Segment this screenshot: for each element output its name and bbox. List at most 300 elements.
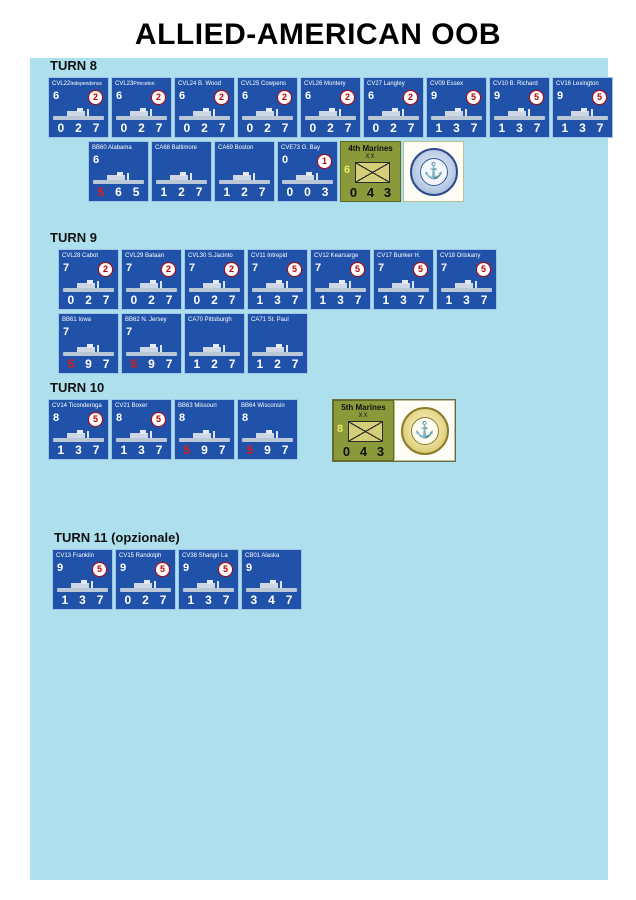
counter-values	[490, 121, 549, 135]
counter-row	[48, 77, 615, 138]
ship-silhouette-icon	[154, 170, 209, 186]
ship-silhouette-icon	[177, 106, 232, 122]
counter-value: 2	[142, 593, 149, 607]
ship-counter[interactable]	[184, 313, 245, 374]
marine-values	[334, 444, 393, 459]
counter-attack-value: 8	[116, 412, 123, 424]
ship-silhouette-icon	[366, 106, 421, 122]
ship-counter[interactable]	[247, 313, 308, 374]
counter-value: 3	[75, 443, 82, 457]
counter-attack-value: 6	[93, 154, 100, 166]
counter-values	[112, 121, 171, 135]
counter-air-value: 2	[214, 90, 229, 105]
counter-value: 7	[291, 357, 299, 371]
counter-values	[248, 293, 307, 307]
counter-value: 2	[178, 185, 185, 199]
counter-value: 0	[130, 293, 138, 307]
counter-value: 7	[281, 121, 289, 135]
counter-name: CV16 Lexington	[556, 81, 599, 87]
counter-attack-value: 6	[305, 90, 312, 102]
counter-attack-value: 9	[183, 562, 190, 574]
counter-air-value: 2	[277, 90, 292, 105]
counter-value: 1	[61, 593, 69, 607]
counter-attack-value: 9	[431, 90, 438, 102]
counter-value: 1	[193, 357, 201, 371]
ship-silhouette-icon	[91, 170, 146, 186]
turn-block-4	[52, 530, 304, 610]
counter-value: 9	[85, 357, 92, 371]
counter-value: 2	[201, 121, 208, 135]
ship-silhouette-icon	[250, 342, 305, 358]
counter-value: 7	[92, 443, 100, 457]
oob-board	[30, 58, 608, 880]
counter-name: CV11 Intrepid	[251, 253, 288, 259]
counter-value: 3	[205, 593, 212, 607]
counter-name: CV27 Langley	[367, 81, 405, 87]
counter-name: CVL29 Bataan	[125, 253, 165, 259]
counter-attack-value: 8	[53, 412, 60, 424]
counter-name: BB62 N. Jersey	[125, 317, 167, 323]
counter-air-value: 5	[88, 412, 103, 427]
ship-silhouette-icon	[280, 170, 335, 186]
counter-name: CVL26 Montery	[304, 81, 346, 87]
ship-counter[interactable]	[48, 399, 109, 460]
counter-value: 5	[97, 185, 105, 199]
marine-left-value: 6	[344, 164, 351, 176]
ship-counter[interactable]	[111, 77, 172, 138]
ship-silhouette-icon	[240, 106, 295, 122]
counter-values	[112, 443, 171, 457]
counter-name: CVL24 B. Wood	[178, 81, 221, 87]
counter-value: 7	[533, 121, 541, 135]
nato-infantry-icon	[355, 162, 390, 183]
counter-value: 0	[286, 185, 294, 199]
counter-value: 0	[246, 121, 254, 135]
marine-counter[interactable]	[340, 141, 401, 202]
counter-attack-value: 9	[57, 562, 64, 574]
counter-attack-value: 9	[246, 562, 253, 574]
ship-silhouette-icon	[439, 278, 494, 294]
counter-name: CVL30 S.Jacinto	[188, 253, 233, 259]
counter-name: CV21 Boxer	[115, 403, 148, 409]
marine-value: 4	[359, 444, 368, 459]
counter-value: 5	[132, 185, 140, 199]
ship-counter[interactable]	[363, 77, 424, 138]
counter-value: 3	[337, 293, 344, 307]
counter-values	[49, 443, 108, 457]
counter-values	[215, 185, 274, 199]
ship-counter[interactable]	[111, 399, 172, 460]
ship-counter[interactable]	[552, 77, 613, 138]
counter-name: CVE73 G. Bay	[281, 145, 321, 151]
counter-value: 5	[130, 357, 138, 371]
counter-row	[88, 141, 615, 202]
ship-counter[interactable]	[48, 77, 109, 138]
counter-value: 9	[148, 357, 155, 371]
ship-silhouette-icon	[124, 278, 179, 294]
counter-value: 7	[291, 293, 299, 307]
turn-block-2	[48, 230, 499, 374]
counter-air-value: 5	[413, 262, 428, 277]
counter-values	[374, 293, 433, 307]
counter-values	[116, 593, 175, 607]
counter-name: CB01 Alaska	[245, 553, 280, 559]
counter-value: 2	[85, 293, 92, 307]
counter-attack-value: 6	[53, 90, 60, 102]
ship-counter[interactable]	[489, 77, 550, 138]
counter-value: 0	[193, 293, 201, 307]
counter-attack-value: 7	[126, 262, 133, 274]
ship-counter[interactable]	[58, 313, 119, 374]
counter-row	[52, 549, 304, 610]
counter-name: CV13 Franklin	[56, 553, 95, 559]
counter-value: 3	[516, 121, 523, 135]
ship-counter[interactable]	[247, 249, 308, 310]
counter-values	[122, 293, 181, 307]
ship-counter[interactable]	[174, 77, 235, 138]
counter-attack-value: 6	[368, 90, 375, 102]
ship-silhouette-icon	[114, 106, 169, 122]
counter-air-value: 5	[350, 262, 365, 277]
counter-air-value: 2	[88, 90, 103, 105]
counter-value: 7	[228, 357, 236, 371]
counter-value: 0	[183, 121, 191, 135]
counter-value: 2	[390, 121, 397, 135]
ship-silhouette-icon	[376, 278, 431, 294]
counter-value: 1	[319, 293, 327, 307]
marine-name: 4th Marines	[348, 144, 393, 153]
counter-name: CA70 Pittsburgh	[188, 317, 232, 323]
counter-name: CV15 Randolph	[119, 553, 162, 559]
ship-silhouette-icon	[217, 170, 272, 186]
counter-value: 2	[211, 357, 218, 371]
counter-attack-value: 7	[441, 262, 448, 274]
counter-value: 0	[304, 185, 311, 199]
counter-values	[427, 121, 486, 135]
counter-values	[278, 185, 337, 199]
marine-size: XX	[365, 154, 376, 160]
counter-name: CVL28 Cabot	[62, 253, 99, 259]
counter-air-value: 2	[151, 90, 166, 105]
counter-value: 7	[258, 185, 266, 199]
counter-value: 1	[498, 121, 506, 135]
counter-value: 7	[596, 121, 604, 135]
counter-value: 7	[354, 293, 362, 307]
counter-value: 7	[285, 593, 293, 607]
counter-attack-value: 7	[315, 262, 322, 274]
marines-emblem-icon: ⚓	[394, 400, 455, 461]
counter-value: 3	[79, 593, 86, 607]
counter-value: 2	[75, 121, 82, 135]
counter-name: BB63 Missouri	[178, 403, 217, 409]
marine-name: 5th Marines	[341, 403, 386, 412]
ship-silhouette-icon	[124, 342, 179, 358]
counter-value: 3	[274, 293, 281, 307]
counter-air-value: 5	[466, 90, 481, 105]
ship-counter[interactable]	[58, 249, 119, 310]
marine-value: 3	[376, 444, 385, 459]
ship-counter[interactable]	[184, 249, 245, 310]
counter-attack-value: 7	[126, 326, 133, 338]
counter-name: CV18 Oriskany	[440, 253, 481, 259]
counter-values	[59, 357, 118, 371]
counter-value: 7	[228, 293, 236, 307]
counter-value: 7	[159, 593, 167, 607]
marine-left-value: 8	[337, 423, 344, 435]
counter-value: 1	[256, 357, 264, 371]
counter-value: 2	[138, 121, 145, 135]
turn-label: TURN 11 (opzionale)	[54, 530, 180, 545]
counter-value: 2	[264, 121, 271, 135]
marine-value: 0	[342, 444, 351, 459]
counter-values	[311, 293, 370, 307]
marine-value: 0	[349, 185, 358, 200]
counter-name-suffix: Princeton	[133, 81, 155, 87]
counter-value: 0	[124, 593, 132, 607]
counter-value: 7	[155, 121, 163, 135]
ship-silhouette-icon	[118, 578, 173, 594]
counter-name: CV12 Kearsarge	[314, 253, 359, 259]
ship-silhouette-icon	[51, 428, 106, 444]
counter-value: 6	[115, 185, 122, 199]
counter-air-value: 2	[161, 262, 176, 277]
counter-attack-value: 7	[63, 326, 70, 338]
counter-name: CA68 Baltimore	[155, 145, 198, 151]
counter-value: 0	[309, 121, 317, 135]
ship-counter[interactable]	[237, 77, 298, 138]
counter-value: 7	[165, 357, 173, 371]
counter-value: 2	[327, 121, 334, 135]
counter-air-value: 5	[476, 262, 491, 277]
counter-value: 1	[187, 593, 195, 607]
ship-counter[interactable]	[426, 77, 487, 138]
ship-silhouette-icon	[303, 106, 358, 122]
counter-value: 1	[223, 185, 231, 199]
counter-values	[248, 357, 307, 371]
counter-value: 2	[274, 357, 281, 371]
counter-name: BB60 Alabama	[92, 145, 132, 151]
counter-values	[364, 121, 423, 135]
counter-value: 7	[222, 593, 230, 607]
ship-silhouette-icon	[181, 578, 236, 594]
ship-counter[interactable]	[52, 549, 113, 610]
counter-value: 2	[211, 293, 218, 307]
counter-row	[58, 313, 499, 374]
ship-silhouette-icon	[114, 428, 169, 444]
counter-value: 0	[120, 121, 128, 135]
counter-value: 1	[561, 121, 569, 135]
counter-value: 1	[382, 293, 390, 307]
ship-counter[interactable]	[277, 141, 338, 202]
counter-attack-value: 8	[179, 412, 186, 424]
counter-value: 3	[250, 593, 258, 607]
counter-value: 5	[246, 443, 254, 457]
counter-value: 7	[344, 121, 352, 135]
counter-attack-value: 6	[116, 90, 123, 102]
ship-counter[interactable]	[121, 249, 182, 310]
counter-air-value: 5	[287, 262, 302, 277]
counter-name: CVL23Princeton	[115, 81, 155, 87]
ship-counter[interactable]	[121, 313, 182, 374]
turn-label: TURN 9	[50, 230, 97, 245]
ship-counter[interactable]	[300, 77, 361, 138]
ship-counter[interactable]	[115, 549, 176, 610]
counter-value: 7	[195, 185, 203, 199]
counter-row	[48, 399, 456, 462]
counter-values	[152, 185, 211, 199]
marine-value: 4	[366, 185, 375, 200]
counter-value: 7	[218, 121, 226, 135]
ship-counter[interactable]	[310, 249, 371, 310]
ship-silhouette-icon	[187, 342, 242, 358]
counter-value: 3	[579, 121, 586, 135]
counter-air-value: 2	[340, 90, 355, 105]
counter-values	[175, 121, 234, 135]
nato-infantry-icon	[348, 421, 383, 442]
counter-value: 7	[281, 443, 289, 457]
counter-values	[89, 185, 148, 199]
counter-value: 9	[201, 443, 208, 457]
ship-counter[interactable]	[178, 549, 239, 610]
counter-values	[179, 593, 238, 607]
counter-attack-value: 9	[557, 90, 564, 102]
counter-value: 7	[470, 121, 478, 135]
counter-air-value: 5	[592, 90, 607, 105]
counter-name: BB64 Wisconsin	[241, 403, 285, 409]
counter-air-value: 2	[224, 262, 239, 277]
counter-air-value: 5	[151, 412, 166, 427]
counter-value: 7	[218, 443, 226, 457]
ship-silhouette-icon	[61, 278, 116, 294]
counter-value: 0	[372, 121, 380, 135]
turn-block-1	[48, 58, 615, 202]
counter-values	[59, 293, 118, 307]
counter-value: 0	[67, 293, 75, 307]
marine-value: 3	[383, 185, 392, 200]
counter-value: 7	[102, 293, 110, 307]
ship-counter[interactable]	[151, 141, 212, 202]
counter-value: 1	[435, 121, 443, 135]
ship-counter[interactable]	[241, 549, 302, 610]
counter-values	[437, 293, 496, 307]
ship-silhouette-icon	[61, 342, 116, 358]
counter-name: CV14 Ticonderoga	[52, 403, 102, 409]
ship-counter[interactable]	[436, 249, 497, 310]
page-title: ALLIED-AMERICAN OOB	[134, 18, 502, 51]
ship-silhouette-icon	[313, 278, 368, 294]
ship-counter[interactable]	[174, 399, 235, 460]
counter-value: 1	[445, 293, 453, 307]
counter-attack-value: 9	[494, 90, 501, 102]
counter-name: CA71 St. Paul	[251, 317, 289, 323]
counter-name: BB61 Iowa	[62, 317, 92, 323]
ship-silhouette-icon	[187, 278, 242, 294]
counter-value: 5	[67, 357, 75, 371]
counter-value: 7	[96, 593, 104, 607]
counter-values	[122, 357, 181, 371]
counter-value: 2	[241, 185, 248, 199]
counter-attack-value: 9	[120, 562, 127, 574]
marine-size: XX	[358, 413, 369, 419]
ship-silhouette-icon	[244, 578, 299, 594]
counter-values	[242, 593, 301, 607]
counter-value: 1	[256, 293, 264, 307]
counter-value: 7	[407, 121, 415, 135]
counter-values	[49, 121, 108, 135]
ship-counter[interactable]	[237, 399, 298, 460]
counter-values	[175, 443, 234, 457]
counter-name: CV09 Essex	[430, 81, 464, 87]
ship-silhouette-icon	[55, 578, 110, 594]
counter-values	[238, 121, 297, 135]
ship-counter[interactable]	[88, 141, 149, 202]
counter-name: CVL25 Cowpens	[241, 81, 287, 87]
counter-value: 7	[92, 121, 100, 135]
counter-value: 7	[165, 293, 173, 307]
ship-silhouette-icon	[250, 278, 305, 294]
counter-air-value: 5	[92, 562, 107, 577]
counter-attack-value: 7	[63, 262, 70, 274]
counter-attack-value: 8	[242, 412, 249, 424]
counter-value: 4	[268, 593, 275, 607]
ship-silhouette-icon	[555, 106, 610, 122]
counter-values	[185, 357, 244, 371]
counter-attack-value: 7	[252, 262, 259, 274]
marine-counter[interactable]	[333, 400, 394, 461]
counter-attack-value: 6	[242, 90, 249, 102]
counter-name: CV10 B. Richard	[493, 81, 538, 87]
ship-counter[interactable]	[214, 141, 275, 202]
counter-values	[238, 443, 297, 457]
counter-air-value: 5	[529, 90, 544, 105]
counter-value: 3	[453, 121, 460, 135]
marine-values	[341, 185, 400, 200]
counter-attack-value: 7	[378, 262, 385, 274]
ship-silhouette-icon	[240, 428, 295, 444]
counter-row	[58, 249, 499, 310]
ship-silhouette-icon	[51, 106, 106, 122]
counter-value: 3	[321, 185, 329, 199]
counter-air-value: 1	[317, 154, 332, 169]
counter-value: 7	[102, 357, 110, 371]
counter-air-value: 5	[155, 562, 170, 577]
counter-name: CVL22Independence	[52, 81, 103, 87]
counter-air-value: 2	[98, 262, 113, 277]
ship-counter[interactable]	[373, 249, 434, 310]
counter-values	[53, 593, 112, 607]
navy-emblem-icon: ⚓	[403, 141, 464, 202]
counter-value: 1	[57, 443, 65, 457]
ship-silhouette-icon	[177, 428, 232, 444]
counter-attack-value: 7	[189, 262, 196, 274]
counter-name: CA69 Boston	[218, 145, 254, 151]
counter-values	[553, 121, 612, 135]
counter-value: 1	[120, 443, 128, 457]
counter-air-value: 5	[218, 562, 233, 577]
counter-name: CV38 Shangri La	[182, 553, 228, 559]
counter-air-value: 2	[403, 90, 418, 105]
counter-value: 3	[138, 443, 145, 457]
counter-value: 7	[155, 443, 163, 457]
counter-attack-value: 0	[282, 154, 289, 166]
counter-value: 5	[183, 443, 191, 457]
counter-value: 1	[160, 185, 168, 199]
counter-value: 7	[417, 293, 425, 307]
counter-values	[301, 121, 360, 135]
counter-value: 3	[400, 293, 407, 307]
turn-block-3	[48, 380, 456, 462]
counter-name: CV17 Bunker H.	[377, 253, 421, 259]
